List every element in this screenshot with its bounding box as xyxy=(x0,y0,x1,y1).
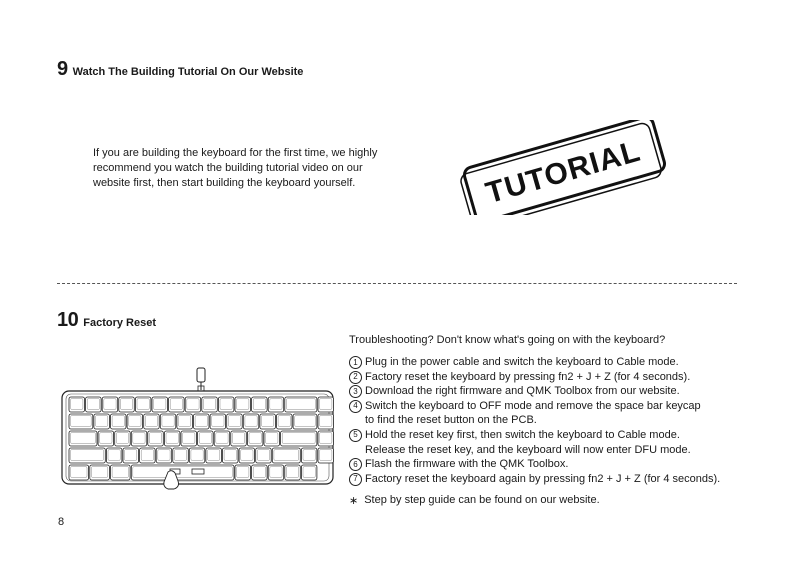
footnote xyxy=(349,494,600,507)
usb-plug-icon xyxy=(197,368,205,382)
asterisk-icon: ∗ xyxy=(349,495,359,507)
reset-step xyxy=(349,472,720,487)
step-line: Plug in the power cable and switch the keyboard to Cable mode. xyxy=(365,356,679,368)
step-text xyxy=(365,428,691,457)
step-number-badge: 3 xyxy=(349,385,362,398)
step-line: Factory reset the keyboard again by pressing fn2 + J + Z (for 4 seconds). xyxy=(365,472,721,485)
step-text xyxy=(365,457,568,472)
section-10-number: 10 xyxy=(57,309,79,331)
reset-step xyxy=(349,384,720,399)
step-text xyxy=(365,355,679,370)
body-line-3: website first, then start building the keyboard yourself. xyxy=(93,177,356,189)
body-line-1: If you are building the keyboard for the first time, we highly xyxy=(93,147,378,159)
body-line-2: recommend you watch the building tutorial video on our xyxy=(93,162,363,174)
section-9-title: Watch The Building Tutorial On Our Website xyxy=(72,66,304,78)
step-number-badge: 5 xyxy=(349,429,362,442)
step-text xyxy=(365,370,690,385)
step-number-badge: 1 xyxy=(349,356,362,369)
tutorial-stamp xyxy=(452,120,672,215)
step-number-badge: 2 xyxy=(349,371,362,384)
reset-step xyxy=(349,399,720,428)
step-number-badge: 6 xyxy=(349,458,362,471)
section-divider xyxy=(57,283,737,284)
step-text xyxy=(365,384,680,399)
step-line: Flash the firmware with the QMK Toolbox. xyxy=(365,458,569,471)
reset-step xyxy=(349,457,720,472)
page-number: 8 xyxy=(58,516,65,528)
step-line: Switch the keyboard to OFF mode and remove the space bar keycap xyxy=(365,399,701,412)
reset-step xyxy=(349,355,720,370)
step-text xyxy=(365,472,720,487)
section-10-heading xyxy=(57,309,156,332)
footnote-text: Step by step guide can be found on our website. xyxy=(364,494,600,506)
step-line: Download the right firmware and QMK Toolbox from our website. xyxy=(365,385,680,398)
step-line: Release the reset key, and the keyboard will now enter DFU mode. xyxy=(365,443,691,456)
section-10-title: Factory Reset xyxy=(83,317,157,329)
step-text xyxy=(365,399,701,428)
keyboard-icon xyxy=(60,366,335,491)
section-9-number: 9 xyxy=(57,58,68,80)
stamp-graphic xyxy=(452,120,672,215)
step-number-badge: 4 xyxy=(349,400,362,413)
reset-step xyxy=(349,370,720,385)
section-9-body xyxy=(93,146,423,191)
step-number-badge: 7 xyxy=(349,473,362,486)
section-9-heading xyxy=(57,58,303,81)
step-line: Hold the reset key first, then switch the keyboard to Cable mode. xyxy=(365,428,680,441)
reset-step xyxy=(349,428,720,457)
troubleshooting-question: Troubleshooting? Don't know what's going on with the keyboard? xyxy=(349,334,666,346)
step-line: to find the reset button on the PCB. xyxy=(365,414,537,427)
step-line: Factory reset the keyboard by pressing fn2 + J + Z (for 4 seconds). xyxy=(365,370,691,383)
stamp-label: TUTORIAL xyxy=(482,134,645,211)
keyboard-illustration xyxy=(60,366,335,491)
pcb-switch-icon xyxy=(192,469,204,474)
reset-steps-list xyxy=(349,355,720,486)
